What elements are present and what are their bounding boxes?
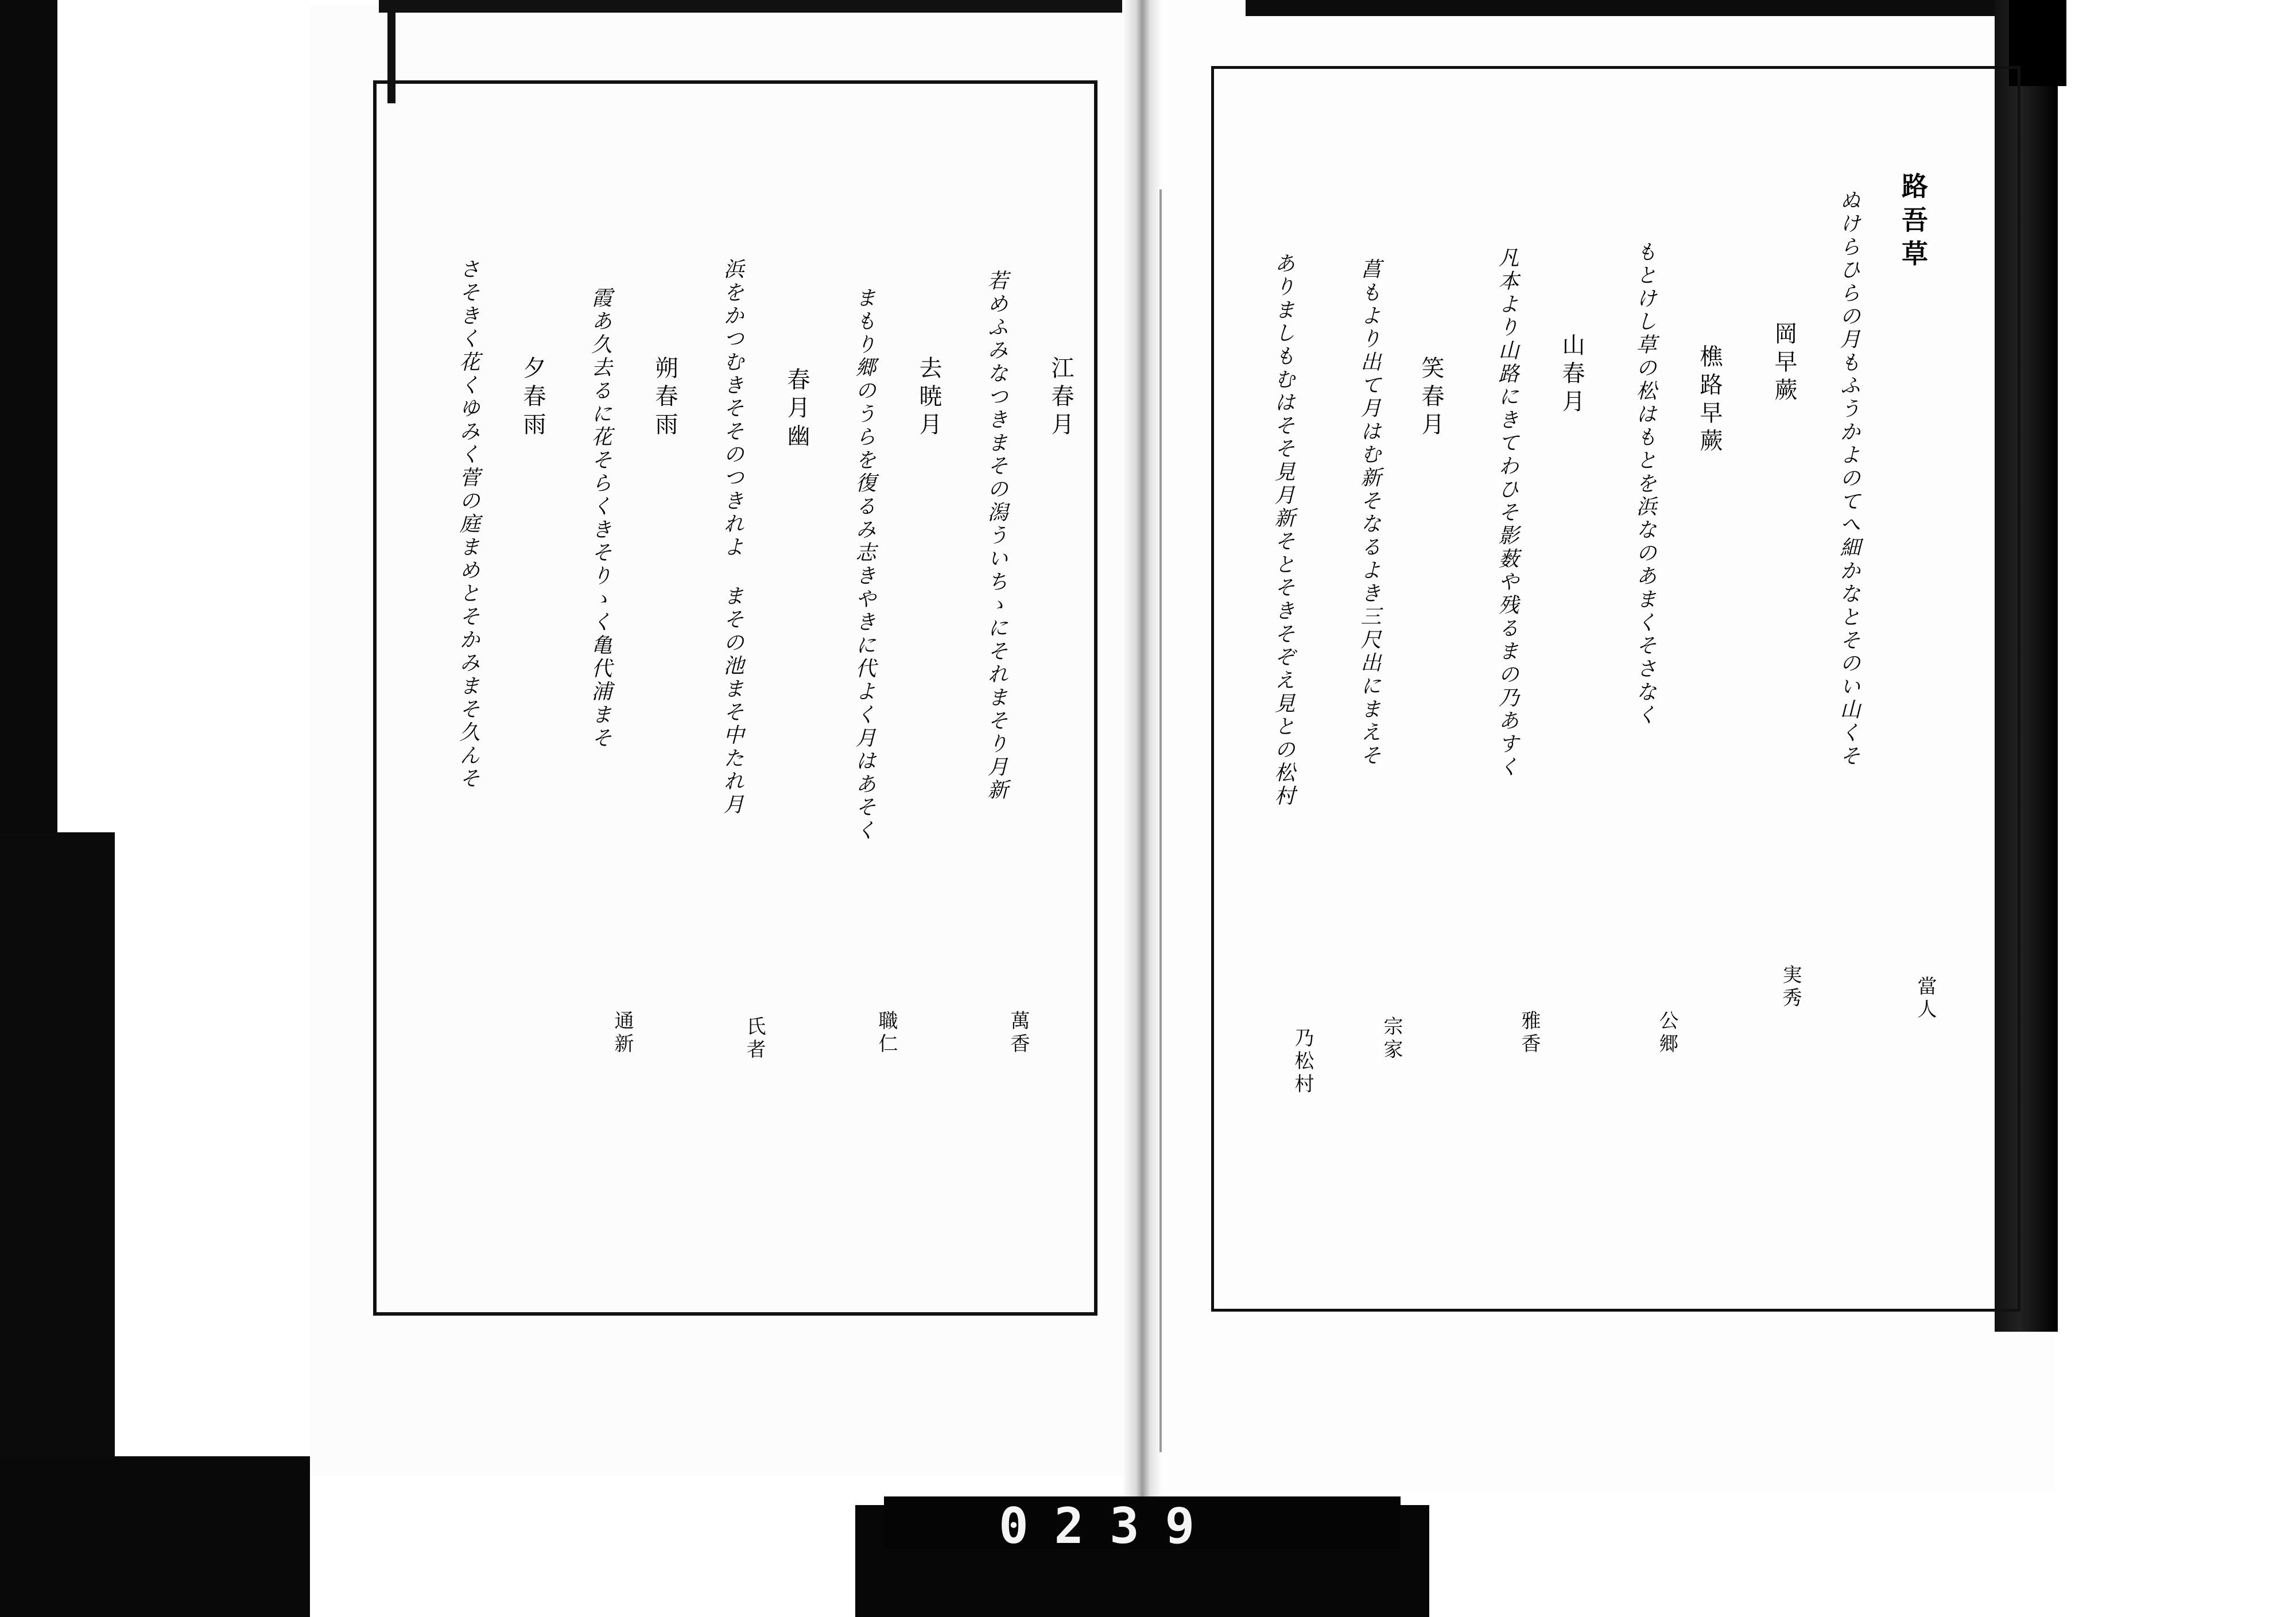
right-entry-5-author: 乃松村 <box>1291 1027 1314 1097</box>
right-entry-4-heading: 笑春月 <box>1418 356 1444 440</box>
right-entry-2-heading: 樵路早蕨 <box>1696 344 1723 457</box>
left-entry-0-verse: 若めふみなつきまその潟ういちゝにそれまそり月新 <box>984 270 1008 802</box>
manuscript-title: 路吾草 <box>1898 172 1929 274</box>
left-entry-0-heading: 江春月 <box>1048 356 1074 440</box>
left-entry-1-verse: まもり郷のうらを復るみ志きやきに代よく月はあそく <box>852 287 876 843</box>
right-entry-3-verse: 凡本より山路にきてわひそ影薮や残るまの乃あすく <box>1495 247 1519 780</box>
left-entry-0-author: 萬香 <box>1007 1010 1030 1057</box>
right-entry-2-verse: もとけし草の松はもとを浜なのあまくそさなく <box>1633 241 1657 727</box>
right-entry-4-verse: 菖もより出て月はむ新そなるよき三尺出にまえそ <box>1358 258 1381 768</box>
right-entry-3-heading: 山春月 <box>1558 333 1585 417</box>
left-entry-4-verse: さそきく花くゆみく菅の庭まめとそかみまそ久んそ <box>456 258 480 791</box>
right-entry-1-author: 実秀 <box>1779 964 1802 1011</box>
right-entry-4-author: 宗家 <box>1380 1016 1403 1063</box>
left-entry-4-heading: 夕春雨 <box>519 356 546 440</box>
right-entry-2-author: 公郷 <box>1655 1010 1678 1057</box>
spine-crease-line <box>1159 189 1162 1452</box>
left-entry-3-author: 通新 <box>611 1010 634 1057</box>
right-entry-3-author: 雅香 <box>1518 1010 1541 1057</box>
left-entry-3-verse: 霞あ久去るに花そらくきそりゝく亀代浦まそ <box>588 287 612 750</box>
left-entry-2-verse: 浜をかつむきそそのつきれよ まその池まそ中たれ月 <box>720 258 744 817</box>
left-entry-2-heading: 春月幽 <box>784 367 810 452</box>
left-page-top-shadow <box>379 0 1125 13</box>
left-entry-3-heading: 朔春雨 <box>651 356 678 440</box>
left-entry-1-author: 職仁 <box>875 1010 898 1057</box>
right-entry-0-author: 當人 <box>1914 976 1937 1022</box>
right-page-top-shadow <box>1246 0 2009 16</box>
right-entry-5-verse: ありましもむはそそ見月新そとそきそぞえ見との松村 <box>1271 253 1295 808</box>
right-entry-1-heading: 岡早蕨 <box>1771 321 1797 406</box>
right-entry-0-verse: ぬけらひらの月もふうかよのてへ細かなとそのい山くそ <box>1837 189 1860 768</box>
book-spine-gutter <box>1122 0 1162 1510</box>
open-book <box>69 0 1980 1504</box>
left-entry-1-heading: 去暁月 <box>916 356 942 440</box>
left-entry-2-author: 氏者 <box>743 1016 766 1063</box>
frame-counter: 0239 <box>999 1498 1220 1555</box>
